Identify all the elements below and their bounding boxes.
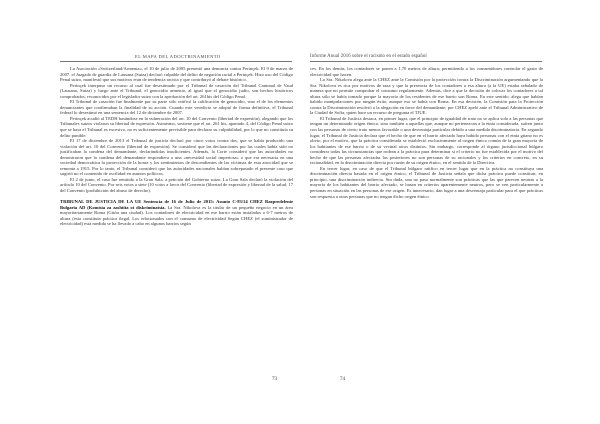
right-paragraph: ces. En los demás, los contadores se ponen a 1,70 metros de altura; permitiendo a los consumidores controlar el gasto de electricidad que hacen. [310,66,543,77]
case-heading: TRIBUNAL DE JUSTICIA DE LA UE Sentencia de 16 de Julio de 2015: Asunto C-83/14 CHEZ Razpredelenie Bulgaria AD (Komisia za zashtita ot diskriminatsia. [60,199,293,210]
right-paragraph: En tercer lugar, en caso de que el Tribunal búlgaro ratifico en tercer lugar que en la práctica no constituya una discriminación directa basada en el origen étnico, el Tribunal de Justicia señala que dicha práctica puede constituir, en principio, una discriminación indirecta. Sin duda, una no pasa normalmente son prácticas que las que parecen neutras a la mayoría de los habitantes del barrio afectado, se basan en criterios aparentemente neutros, pero se ven particularmente a personas en situación en las personas de ese origen. Es innecesario, dan lugar a una desventaja particular para el que prácticas son respuesta a otras personas que no tengan dicho origen étnico. [310,165,543,199]
left-paragraph: Perinçek interpuso un recurso al cual fue desestimado por el Tribunal de casación del Tribunal Cantonal de Vaud (Lausana, Suiza) y luego ante el Tribunal, el genocidio armenio, al igual que el genocidio judío, son hechos históricos comprobados, reconocidos por el legislador suizo con la aprobación del art. 261bis del Código Penal. [60,82,293,99]
case-text: La Sra. Nikolova es la titular de un pequeño negocio en un área mayoritariamente Roma (Gitón una ciudad). Los contadores de electricidad en ese barrio están instalados a 6-7 metros de altura (esta constituía práctica ilegal. Los relacionados con el consumo de electricidad Según CHEZ (el suministrador de electricidad) esta medida se ha llevado a cabo en algunos barrios según [60,204,293,227]
right-paragraph: La Sra. Nikolova alega ante la CHEZ ante la Comisión por la protección contra la Discriminación argumentando que la Sra. Nikolova es rica por motivos de raza y que la presencia de los contadores a esa altura (a la UE) estaba señalado de manera que no permite comprobar el consumo regularmente. Además, dice a que la decisión de colocar los contadores a tal altura sólo se había tomado porque la mayoría de los residentes de ese barrio son Roma. En este sentido, alega que habían habido manipulaciones por ningún éxito, aunque eso se había con Roma. En esa decisión, la Comisión para la Protección contra la Discriminación resolvió a la alegación en favor del demandante; por CHEZ apeló ante el Tribunal Administrativo de la Ciudad de Sofía, quien hace un recurso de pregunta el TJUE. [310,77,543,116]
left-paragraph: El Tribunal de casación fue finalmente por su parte sólo ratificó la calificación de genocidio, sino el de los elementos denunciantes que confirmaban la finalidad de su acción. Cuando este veredicto se adoptó de forma definitiva, el Tribunal federal lo desestimó en una sentencia del 12 de diciembre de 2007. [60,99,293,116]
right-body-text [310,66,543,199]
left-header-rule [60,61,292,62]
right-paragraph: El Tribunal de Justicia destaca, en primer lugar, que el principio de igualdad de trato no se aplica solo a las personas que tengan un determinado origen étnico, sino también a aquellas que, aunque no pertenezcan a la etnia considerada, sufren junto con las personas de cierto trato menos favorable o una desventaja particular debido a una medida discriminatoria. En segundo lugar, el Tribunal de Justicia declara que el hecho de que en el barrio afectado haya habido personas con el etnia gitano no es obvio, por el motivo, que la práctica considerada se estableció exclusivamente al origen étnico común de la gran mayoría de los habitantes de ese barrio o de su vecinal otros distintos. Sin embargo, corresponde al órgano jurisdiccional búlgaro considerar todas las circunstancias que rodean a la práctica para determinar si el criterio no fue establecida por el motivo del hecho de que las personas afectadas las posteriores no son personas de su racionales y los criterios en concreto, en su racionalidad, en la discriminación directa por razón de su origen étnico, en el sentido de la Directiva. [310,115,543,166]
right-page-number: 74 [340,377,345,382]
left-paragraph: La Asociación «Switzerland/Armenia», el 10 de julio de 2005 presentó una denuncia contra Perinçek. El 9 de marzo de 2007, el Juzgado de guardia de Lausana (Suiza) declaró culpable del delito de negación racial a Perinçek. Hizo uso del Código Penal suizo, manifestó que sus motivos eran de tendencia racista y que contribuyó al debate histórico. [60,66,293,83]
left-paragraph: Perinçek acudió al TEDH basándose en la vulneración del art. 10 del Convenio (libertad de expresión), alegando que los Tribunales suizos violaron su libertad de expresión. Asimismo, sostiene que el art. 261 bis, apartado 4, del Código Penal suizo que se basa el Tribunal es excesivo, no es suficientemente previsible para declarar su culpabilidad, por lo que no constituía su delito punible. [60,115,293,138]
case-paragraph [60,199,293,227]
left-paragraph: El 2 de junio, el caso fue remitido a la Gran Sala, a petición del Gobierno suizo. La Gran Sala declaró la violación del artículo 10 del Convenio. Por seis votos a siete (10 votos a favor del Convenio (libertad de expresión y libertad de la salud, 17 del Convenio (prohibición del abuso de derecho). [60,176,293,194]
right-header-rule [310,61,542,62]
left-body-text [60,66,293,227]
left-page-number: 73 [272,377,277,382]
left-running-header: EL MAPA DEL ADOCTRINAMIENTO [135,54,221,59]
right-running-header: Informe Anual 2016 sobre el racismo en el estado español [310,54,427,59]
left-paragraph: El 17 de diciembre de 2013 el Tribunal de justicia declaró por cinco votos contra dos, que se había producido una violación del art. 10 del Convenio (libertad de expresión). Se consideró que las declaraciones por las cuales había sido no justificaban la condena del demandante, declarándolas insuficientes. Además, la Corte consideró que las autoridades no demostraron que la condena del demandante respondiera a una «necesidad social imperiosa» o que era necesaria en una sociedad democrática la protección de la honra y los sentimientos de descendientes de las víctimas de esta atrocidad que se remonta a 1915. Por lo tanto, el Tribunal consideró que las autoridades nacionales habían sobrepasado el presente caso que sugirió no el contenido de oscilidad en asuntos políticos. [60,138,293,177]
right-page [300,0,600,424]
